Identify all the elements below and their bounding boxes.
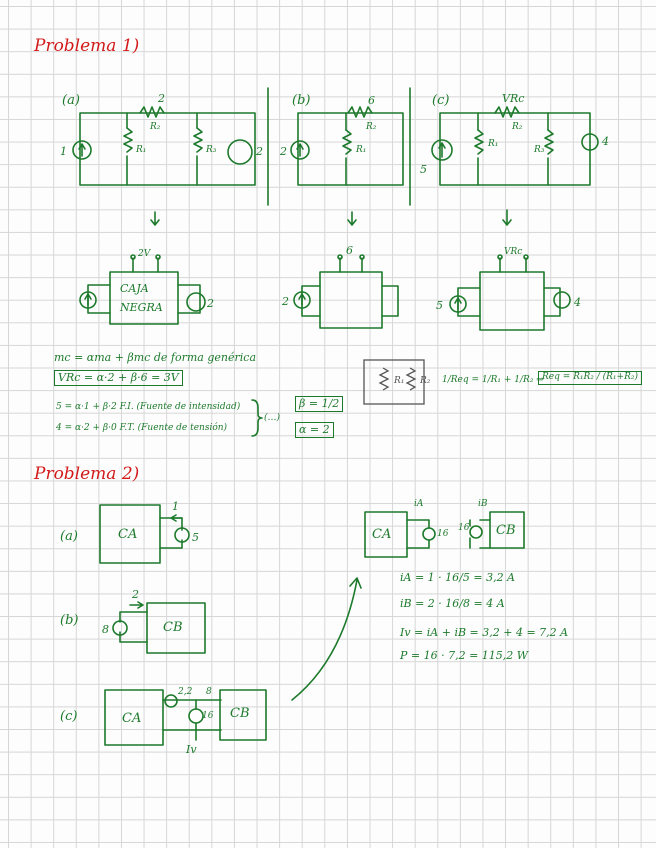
p1-blackbox-b <box>294 255 398 328</box>
beta-result: β = 1/2 <box>295 396 343 412</box>
combined-ia-label: iA <box>414 499 424 509</box>
p1-a-label: (a) <box>62 93 80 108</box>
p2-a-box: CA <box>118 527 138 542</box>
combined-box-right: CB <box>496 523 516 538</box>
p1-a-r-right-label: R₃ <box>206 145 217 155</box>
result-power: P = 16 · 7,2 = 115,2 W <box>400 649 529 662</box>
p2-b-label: (b) <box>60 613 79 628</box>
p2-c-current-b: 8 <box>206 687 212 697</box>
p1-b-r-top-label: R₂ <box>366 122 377 132</box>
p2-a-current: 1 <box>172 500 179 513</box>
bb-b-voltage: 6 <box>346 244 353 257</box>
p2-c-box-left: CA <box>122 711 142 726</box>
bb-a-voltage: 2V <box>138 249 151 259</box>
p2-c-current-a: 2,2 <box>178 687 193 697</box>
p2-c-box-right: CB <box>230 706 250 721</box>
combined-source-right: 16 <box>458 523 470 533</box>
p2-c-iv-label: Iv <box>186 743 197 756</box>
combined-source-left: 16 <box>437 529 449 539</box>
p1-a-source-right: 2 <box>256 145 263 158</box>
problem-2-title: Problema 2) <box>34 464 140 484</box>
combined-ib-label: iB <box>478 499 488 509</box>
p1-c-source-left: 5 <box>420 163 427 176</box>
p2-b-box: CB <box>163 620 183 635</box>
p1-a-source-left: 1 <box>60 145 67 158</box>
bb-a-text-1: CAJA <box>120 282 149 295</box>
p1-a-circuit <box>73 107 255 185</box>
parallel-result: Req = R₁R₂ / (R₁+R₂) <box>538 371 642 385</box>
p2-c-label: (c) <box>60 709 78 724</box>
p2-b-source: 8 <box>102 623 109 636</box>
p2-c-source: 16 <box>202 711 214 721</box>
p1-c-vrc-label: VRc <box>502 92 525 105</box>
parallel-r1-label: R₁ <box>394 376 405 386</box>
alpha-result: α = 2 <box>295 422 334 438</box>
problem-1-title: Problema 1) <box>34 36 140 56</box>
p1-c-r-top-label: R₂ <box>512 122 523 132</box>
result-ia: iA = 1 · 16/5 = 3,2 A <box>400 571 516 584</box>
p1-a-r-top-label: R₂ <box>150 122 161 132</box>
result-iv: Iv = iA + iB = 3,2 + 4 = 7,2 A <box>400 626 569 639</box>
parallel-equation: 1/Req = 1/R₁ + 1/R₂ ⇒ <box>442 375 544 385</box>
eq-vrc: VRc = α·2 + β·6 = 3V <box>54 370 183 386</box>
bb-a-right-source: 2 <box>207 297 214 310</box>
p1-c-circuit <box>432 107 598 185</box>
p1-b-r-left-label: R₁ <box>356 145 367 155</box>
eq-1: 5 = α·1 + β·2 F.I. (Fuente de intensidad) <box>56 402 241 412</box>
p1-c-r-left-label: R₁ <box>488 139 499 149</box>
p1-a-r-left-label: R₁ <box>136 145 147 155</box>
p2-a-drawing <box>100 505 189 563</box>
result-ib: iB = 2 · 16/8 = 4 A <box>400 597 505 610</box>
p2-a-source: 5 <box>192 531 199 544</box>
parallel-r2-label: R₂ <box>420 376 431 386</box>
p1-blackbox-c <box>450 255 570 330</box>
p2-b-current: 2 <box>132 588 139 601</box>
bb-c-right-source: 4 <box>574 296 581 309</box>
p1-b-circuit <box>291 107 403 185</box>
bb-c-left-source: 5 <box>436 299 443 312</box>
p2-b-drawing <box>113 602 205 653</box>
p1-c-label: (c) <box>432 93 450 108</box>
eq-dots: (…) <box>264 413 281 423</box>
p1-b-source: 2 <box>280 145 287 158</box>
p1-a-r-top-value: 2 <box>158 92 165 105</box>
eq-2: 4 = α·2 + β·0 F.T. (Fuente de tensión) <box>56 423 228 433</box>
p1-c-r-right-label: R₃ <box>534 145 545 155</box>
combined-box-left: CA <box>372 527 392 542</box>
bb-b-left-source: 2 <box>282 295 289 308</box>
bb-c-voltage: VRc <box>504 247 523 257</box>
bb-a-text-2: NEGRA <box>120 301 163 314</box>
p2-a-label: (a) <box>60 529 78 544</box>
p1-b-r-top-value: 6 <box>368 94 375 107</box>
p1-b-label: (b) <box>292 93 311 108</box>
eq-general: mc = αma + βmc de forma genérica <box>54 351 257 364</box>
p1-c-source-right: 4 <box>602 135 609 148</box>
